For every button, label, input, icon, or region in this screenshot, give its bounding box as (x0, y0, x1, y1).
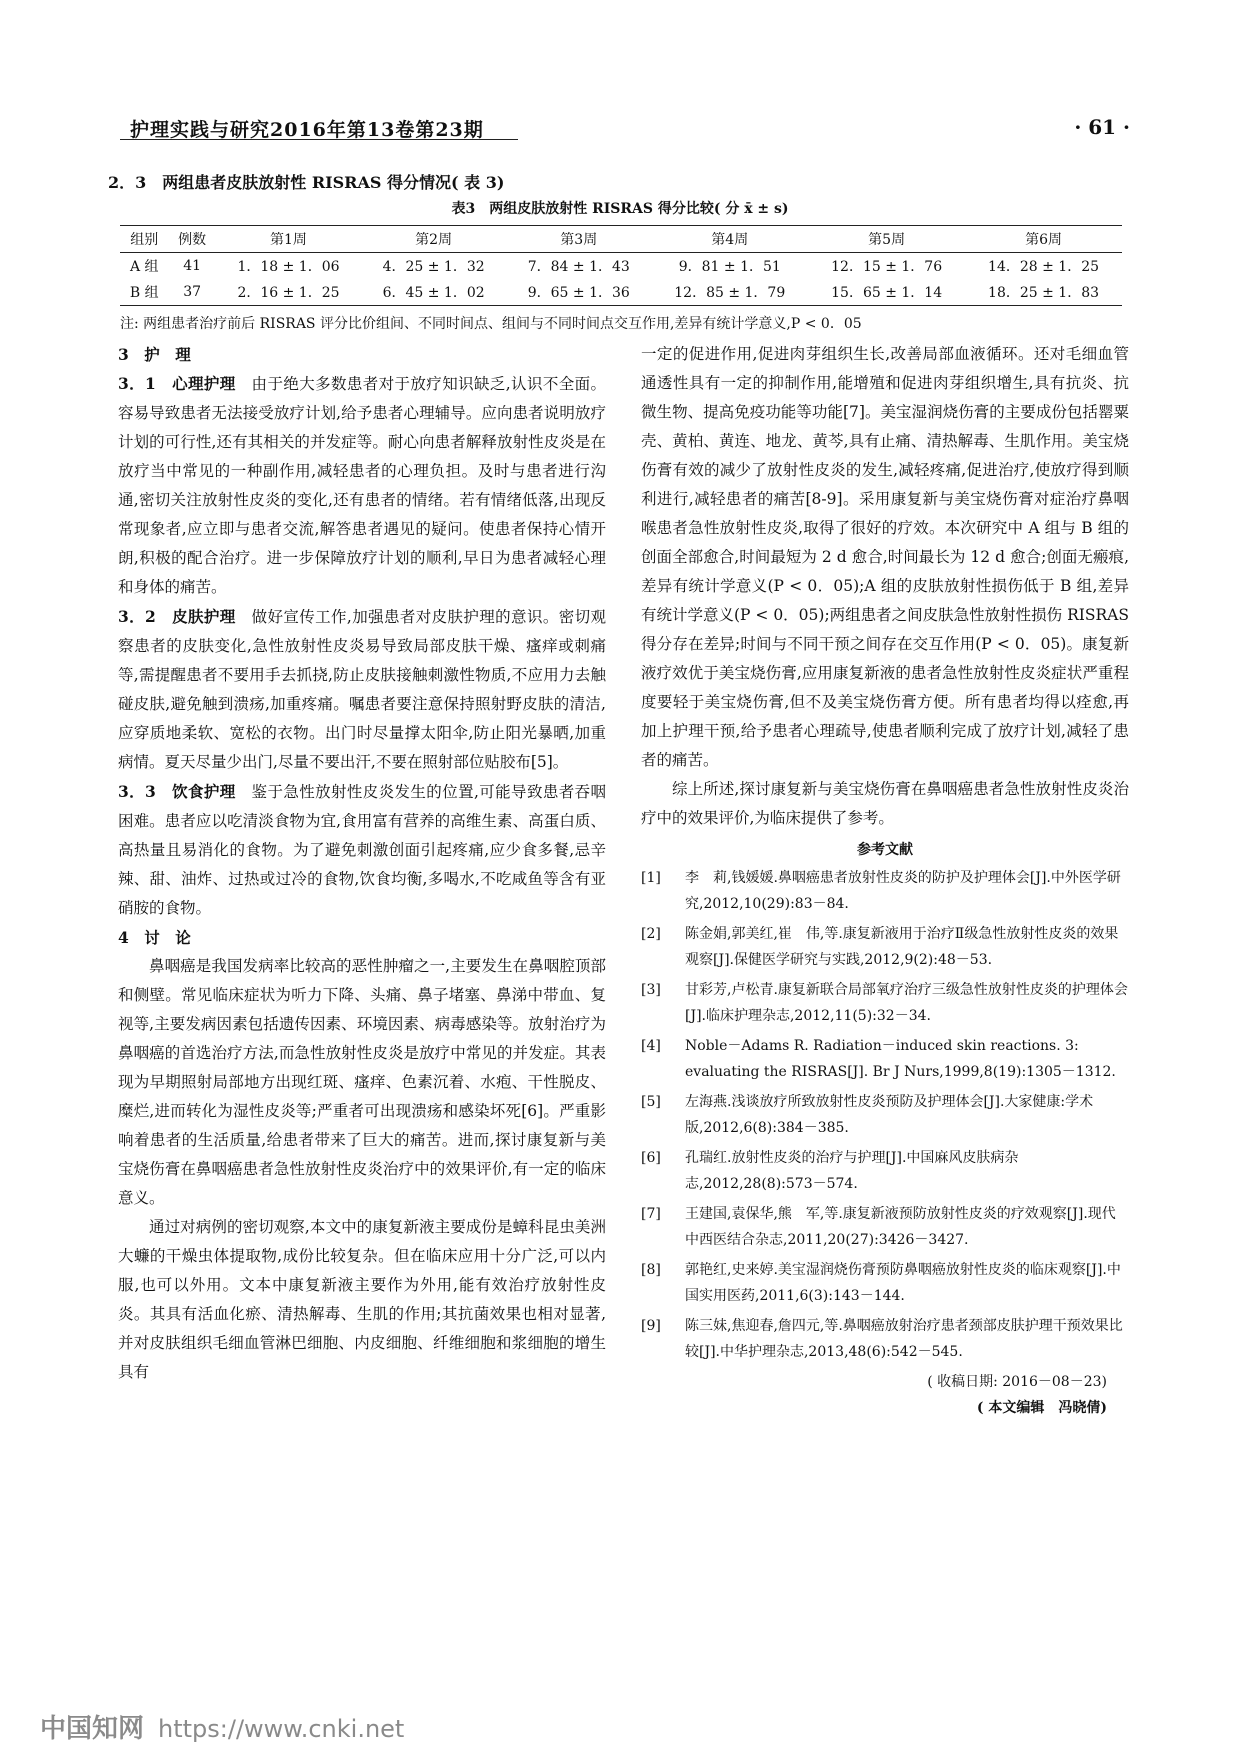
running-header (120, 115, 1130, 145)
table-caption: 表3 两组皮肤放射性 RISRAS 得分比较( 分 x̄ ± s) (451, 201, 789, 217)
column-header: 第1周 (270, 232, 307, 248)
watermark-url: https://www.cnki.net (158, 1715, 405, 1743)
table-row (120, 279, 1122, 306)
paragraph: 综上所述,探讨康复新与美宝烧伤膏在鼻咽癌患者急性放射性皮炎治疗中的效果评价,为临床提供了参考。 (641, 780, 1129, 827)
column-header: 例数 (178, 232, 207, 248)
received-date: ( 收稿日期: 2016－08－23) (927, 1374, 1107, 1390)
table-cell: 15．65 ± 1．14 (831, 285, 943, 301)
column-header: 第4周 (711, 232, 749, 248)
risras-table (120, 225, 1122, 306)
right-column (641, 340, 1129, 1421)
column-header: 第2周 (415, 232, 453, 248)
table-cell: 7．84 ± 1．43 (527, 259, 630, 275)
reference-item (641, 1033, 1129, 1085)
reference-text: 陈三妹,焦迎春,詹四元,等.鼻咽癌放射治疗患者颈部皮肤护理干预效果比较[J].中华护理杂志,2013,48(6):542－545. (685, 1318, 1123, 1360)
reference-item (641, 1145, 1129, 1197)
reference-number: [6] (641, 1150, 661, 1166)
table-cell: 14．28 ± 1．25 (988, 259, 1100, 275)
reference-number: [9] (641, 1318, 661, 1334)
table-cell: 18．25 ± 1．83 (988, 285, 1100, 301)
table-cell: B 组 (129, 285, 159, 301)
references-title: 参考文献 (857, 842, 913, 858)
paragraph: 通过对病例的密切观察,本文中的康复新液主要成份是蟑科昆虫美洲大蠊的干燥虫体提取物,成份比较复杂。但在临床应用十分广泛,可以内服,也可以外用。文本中康复新液主要作为外用,能有效治疗放射性皮炎。其具有活血化瘀、清热解毒、生肌的作用;其抗菌效果也相对显著,并对皮肤组织毛细血管淋巴细胞、内皮细胞、纤维细胞和浆细胞的增生具有 (118, 1218, 606, 1381)
table-cell: 37 (183, 284, 202, 300)
reference-item (641, 921, 1129, 973)
reference-number: [3] (641, 982, 661, 998)
cnki-watermark (40, 1708, 404, 1745)
paragraph-text: 鉴于急性放射性皮炎发生的位置,可能导致患者吞咽困难。患者应以吃清淡食物为宜,食用富有营养的高维生素、高蛋白质、高热量且易消化的食物。为了避免刺激创面引起疼痛,应少食多餐,忌辛辣、甜、油炸、过热或过冷的食物,饮食均衡,多喝水,不吃咸鱼等含有亚硝胺的食物。 (118, 783, 606, 917)
reference-item (641, 1089, 1129, 1141)
reference-text: Noble－Adams R. Radiation－induced skin reactions. 3: evaluating the RISRAS[J]. Br J Nurs,1999,8(19):1305－1312. (685, 1038, 1116, 1080)
reference-number: [4] (641, 1038, 661, 1054)
reference-number: [5] (641, 1094, 661, 1110)
table-3 (120, 225, 1122, 306)
column-header: 第6周 (1025, 232, 1062, 248)
paragraph (118, 777, 606, 923)
table-header-row (120, 226, 1122, 253)
table-cell: 6．45 ± 1．02 (382, 285, 485, 301)
journal-title: 护理实践与研究2016年第13卷第23期 (130, 119, 484, 141)
paragraph-text: 做好宣传工作,加强患者对皮肤护理的意识。密切观察患者的皮肤变化,急性放射性皮炎易导致局部皮肤干燥、瘙痒或刺痛等,需提醒患者不要用手去抓挠,防止皮肤接触刺激性物质,不应用力去触碰皮肤,避免触到溃疡,加重疼痛。嘱患者要注意保持照射野皮肤的清洁,应穿质地柔软、宽松的衣物。出门时尽量撑太阳伞,防止阳光暴晒,加重病情。夏天尽量少出门,尽量不要出汗,不要在照射部位贴胶布[5]。 (118, 608, 606, 771)
reference-number: [2] (641, 926, 661, 942)
table-cell: 12．15 ± 1．76 (831, 259, 943, 275)
table-cell: A 组 (129, 259, 159, 275)
section-heading: 3 护 理 (118, 345, 191, 364)
reference-item (641, 1313, 1129, 1365)
table-row (120, 253, 1122, 280)
table-cell: 9．65 ± 1．36 (527, 285, 630, 301)
reference-text: 李 莉,钱媛媛.鼻咽癌患者放射性皮炎的防护及护理体会[J].中外医学研究,2012,10(29):83－84. (685, 870, 1121, 912)
column-header: 组别 (130, 232, 159, 248)
paragraph (118, 602, 606, 777)
table-cell: 2．16 ± 1．25 (237, 285, 340, 301)
section-heading: 4 讨 论 (118, 928, 191, 947)
reference-text: 孔瑞红.放射性皮炎的治疗与护理[J].中国麻风皮肤病杂志,2012,28(8):573－574. (685, 1150, 1019, 1192)
reference-number: [1] (641, 870, 661, 886)
paragraph: 鼻咽癌是我国发病率比较高的恶性肿瘤之一,主要发生在鼻咽腔顶部和侧壁。常见临床症状为听力下降、头痛、鼻子堵塞、鼻涕中带血、复视等,主要发病因素包括遗传因素、环境因素、病毒感染等。放射治疗为鼻咽癌的首选治疗方法,而急性放射性皮炎是放疗中常见的并发症。其表现为早期照射局部地方出现红斑、瘙痒、色素沉着、水疱、干性脱皮、糜烂,进而转化为湿性皮炎等;严重者可出现溃疡和感染坏死[6]。严重影响着患者的生活质量,给患者带来了巨大的痛苦。进而,探讨康复新与美宝烧伤膏在鼻咽癌患者急性放射性皮炎治疗中的效果评价,有一定的临床意义。 (118, 957, 606, 1207)
paragraph-text: 由于绝大多数患者对于放疗知识缺乏,认识不全面。容易导致患者无法接受放疗计划,给予患者心理辅导。应向患者说明放疗计划的可行性,还有其相关的并发症等。耐心向患者解释放射性皮炎是在放疗当中常见的一种副作用,减轻患者的心理负担。及时与患者进行沟通,密切关注放射性皮炎的变化,还有患者的情绪。若有情绪低落,出现反常现象者,应立即与患者交流,解答患者遇见的疑问。使患者保持心情开朗,积极的配合治疗。进一步保障放疗计划的顺利,早日为患者减轻心理和身体的痛苦。 (118, 375, 606, 596)
reference-text: 王建国,袁保华,熊 军,等.康复新液预防放射性皮炎的疗效观察[J].现代中西医结合杂志,2011,20(27):3426－3427. (685, 1206, 1116, 1248)
column-header: 第3周 (560, 232, 598, 248)
reference-number: [7] (641, 1206, 661, 1222)
reference-item (641, 977, 1129, 1029)
table-cell: 1．18 ± 1．06 (237, 259, 340, 275)
column-header: 第5周 (868, 232, 906, 248)
subsection-lead: 3．2 皮肤护理 (118, 607, 236, 626)
table-cell: 9．81 ± 1．51 (678, 259, 781, 275)
editor-credit: ( 本文编辑 冯晓倩) (976, 1400, 1107, 1416)
reference-text: 左海燕.浅谈放疗所致放射性皮炎预防及护理体会[J].大家健康:学术版,2012,6(8):384－385. (685, 1094, 1094, 1136)
reference-text: 郭艳红,史来婷.美宝湿润烧伤膏预防鼻咽癌放射性皮炎的临床观察[J].中国实用医药,2011,6(3):143－144. (685, 1262, 1121, 1304)
paragraph (118, 369, 606, 602)
paragraph: 一定的促进作用,促进肉芽组织生长,改善局部血液循环。还对毛细血管通透性具有一定的抑制作用,能增殖和促进肉芽组织增生,具有抗炎、抗微生物、提高免疫功能等功能[7]。美宝湿润烧伤膏的主要成份包括罂粟壳、黄柏、黄连、地龙、黄芩,具有止痛、清热解毒、生肌作用。美宝烧伤膏有效的减少了放射性皮炎的发生,减轻疼痛,促进治疗,使放疗得到顺利进行,减轻患者的痛苦[8-9]。采用康复新与美宝烧伤膏对症治疗鼻咽喉患者急性放射性皮炎,取得了很好的疗效。本次研究中 A 组与 B 组的创面全部愈合,时间最短为 2 d 愈合,时间最长为 12 d 愈合;创面无瘢痕,差异有统计学意义(P < 0．05);A 组的皮肤放射性损伤低于 B 组,差异有统计学意义(P < 0．05);两组患者之间皮肤急性放射性损伤 RISRAS 得分存在差异;时间与不同干预之间存在交互作用(P < 0．05)。康复新液疗效优于美宝烧伤膏,应用康复新液的患者急性放射性皮炎症状严重程度要轻于美宝烧伤膏,但不及美宝烧伤膏方便。所有患者均得以痊愈,再加上护理干预,给予患者心理疏导,使患者顺利完成了放疗计划,减轻了患者的痛苦。 (641, 345, 1129, 769)
reference-text: 甘彩芳,卢松青.康复新联合局部氧疗治疗三级急性放射性皮炎的护理体会[J].临床护理杂志,2012,11(5):32－34. (685, 982, 1128, 1024)
table-cell: 41 (183, 258, 202, 274)
reference-item (641, 1257, 1129, 1309)
reference-number: [8] (641, 1262, 661, 1278)
page-number: · 61 · (1074, 115, 1130, 139)
reference-item (641, 865, 1129, 917)
subsection-lead: 3．3 饮食护理 (118, 782, 236, 801)
left-column (118, 340, 606, 1387)
header-rule (120, 139, 518, 140)
table-cell: 12．85 ± 1．79 (674, 285, 786, 301)
reference-text: 陈金娟,郭美红,崔 伟,等.康复新液用于治疗Ⅱ级急性放射性皮炎的效果观察[J].保健医学研究与实践,2012,9(2):48－53. (685, 926, 1119, 968)
subsection-lead: 3．1 心理护理 (118, 374, 236, 393)
reference-item (641, 1201, 1129, 1253)
table-note: 注: 两组患者治疗前后 RISRAS 评分比价组间、不同时间点、组间与不同时间点交互作用,差异有统计学意义,P < 0．05 (120, 316, 862, 332)
watermark-brand: 中国知网 (40, 1714, 145, 1744)
table-cell: 4．25 ± 1．32 (382, 259, 485, 275)
section-2-3-title: 2．3 两组患者皮肤放射性 RISRAS 得分情况( 表 3) (108, 173, 505, 192)
